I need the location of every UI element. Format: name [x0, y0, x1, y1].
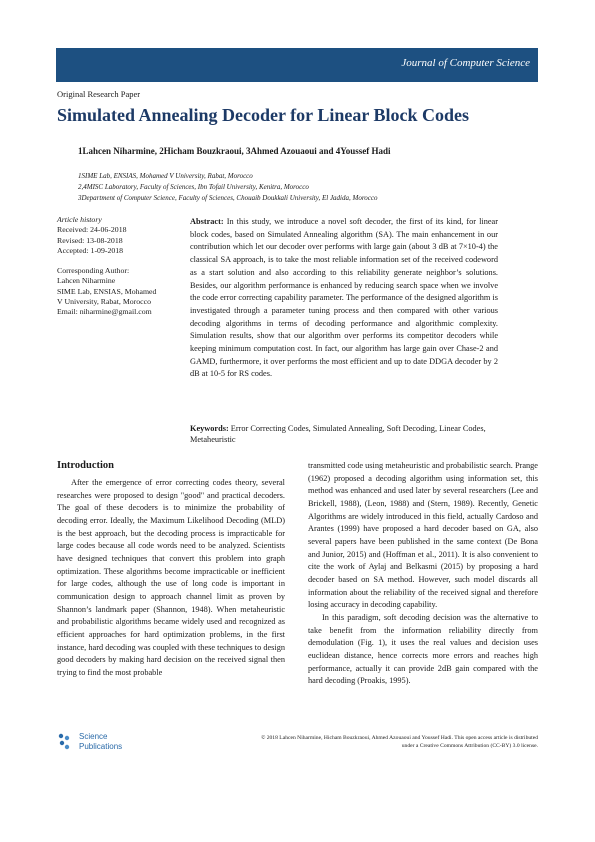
keywords-text: Error Correcting Codes, Simulated Annealing, Soft Decoding, Linear Codes, Metaheuristic [190, 424, 486, 444]
publisher-logo-line2: Publications [79, 742, 123, 751]
keywords [190, 423, 498, 445]
corresponding-email[interactable]: Email: niharmine@gmail.com [57, 307, 152, 317]
publisher-logo-line1: Science [79, 732, 108, 741]
abstract-label: Abstract: [190, 217, 224, 226]
keywords-label: Keywords: [190, 424, 229, 433]
column-2-paragraph-2: In this paradigm, soft decoding decision was the alternative to take benefit from the information reliability directly from demodulation (Fig. 1), it uses the real values and decision uses euclidean distance, hence corrects more errors and reaches high performance, actually it can provide 2dB gain compared with the hard decoding (Proakis, 1995). [308, 612, 538, 686]
corresponding-heading: Corresponding Author: [57, 266, 130, 276]
copyright-line-1: © 2018 Lahcen Niharmine, Hicham Bouzkraoui, Ahmed Azouaoui and Youssef Hadi. This open access article is distributed [261, 735, 538, 741]
article-sidebar [57, 215, 175, 318]
corresponding-line: SIME Lab, ENSIAS, Mohamed [57, 286, 157, 296]
author-list: 1Lahcen Niharmine, 2Hicham Bouzkraoui, 3Ahmed Azouaoui and 4Youssef Hadi [78, 146, 391, 156]
column-1-text: After the emergence of error correcting codes theory, several researches were proposed to design "good" and practical decoders. The goal of these decoders is to minimize the probability of decoding error. Ideally, the Maximum Likelihood Decoding (MLD) is the best approach, but the decoding process is impracticable for large codes because all code words need to be analyzed. Scientists have designed techniques that convert this problem into graph optimization. These algorithms become impracticable or inefficient for large codes, although the use of long code is important in communication design to approach channel limit as proven by Shannon’s landmark paper (Shannon, 1948). When metaheuristic and probabilistic algorithms became widely used and recognized as efficient approaches for hard optimization problems, in the first instance, hard decoding was coupled with these techniques to design good decoders by making hard decision on the received signal then trying to find the most probable [57, 478, 285, 677]
journal-header-band [56, 48, 538, 82]
paper-title: Simulated Annealing Decoder for Linear Block Codes [57, 105, 470, 125]
abstract-text: In this study, we introduce a novel soft decoder, the first of its kind, for linear block codes, based on Simulated Annealing algorithm (SA). The main enhancement in our contribution which let our decoder over performs with large gain (about 3 dB at 7×10-4) the classical SA approach, is to take the most reliable information set of the received codeword as a start solution and also according to this reliability generate neighbor’s solutions. Besides, our algorithm performance is enhanced by reducing search space when we involve the code error correcting capability parameter. The performance of the designed algorithm is investigated through a parameter tuning process and then compared with other various decoding algorithms in terms of decoding performance and algorithmic complexity. Simulation results, show that our algorithm over performs its competitor decoders while keeping minimum computation cost. In fact, our algorithm has large gain over Chase-2 and GAMD, furthermore, it over performs the most efficient and up to date DDGA decoder by 2 dB at 10-5 for RS codes. [190, 217, 498, 379]
journal-name: Journal of Computer Science [401, 57, 530, 69]
affiliation-1: 1SIME Lab, ENSIAS, Mohamed V University, Rabat, Morocco [78, 172, 253, 180]
publisher-logo [57, 730, 137, 754]
copyright-line-2: under a Creative Commons Attribution (CC-BY) 3.0 license. [401, 742, 538, 749]
received-date: Received: 24-06-2018 [57, 225, 127, 235]
accepted-date: Accepted: 1-09-2018 [57, 245, 124, 255]
affiliation-2: 2,4MISC Laboratory, Faculty of Sciences, Ibn Tofail University, Kenitra, Morocco [78, 183, 309, 191]
publisher-mark-icon [57, 732, 71, 752]
column-2-paragraph-1: transmitted code using metaheuristic and probabilistic search. Prange (1962) proposed a decoding algorithm using information set, this method was enhanced and used later by several researchers (Lee and Brickell, 1988), (Leon, 1988) and (Stern, 1989). Recently, Genetic Algorithms are widely introduced in this field, actually Cardoso and Arantes (1999) have proposed a hard decoder based on GA, also several papers have been published in the same context (De Bona and Junior, 2015) and (Hoffman et al., 2011). It is also convenient to cite the work of Aylaj and Belkasmi (2015) by proposing a hard decoder based on SA method. However, such model discards all information about the reliability of the received signal and therefore losing accuracy in decoding capability. [308, 461, 538, 610]
abstract [190, 216, 498, 381]
affiliation-3: 3Department of Computer Science, Faculty of Sciences, Chouaib Doukkali University, El Jadida, Morocco [78, 194, 378, 202]
column-2 [308, 460, 538, 688]
history-heading: Article history [57, 215, 102, 224]
corresponding-line: V University, Rabat, Morocco [57, 297, 151, 307]
revised-date: Revised: 13-08-2018 [57, 235, 123, 245]
copyright-notice [150, 735, 538, 750]
introduction-heading: Introduction [57, 460, 114, 471]
corresponding-line: Lahcen Niharmine [57, 276, 116, 286]
article-type-label: Original Research Paper [57, 89, 141, 99]
